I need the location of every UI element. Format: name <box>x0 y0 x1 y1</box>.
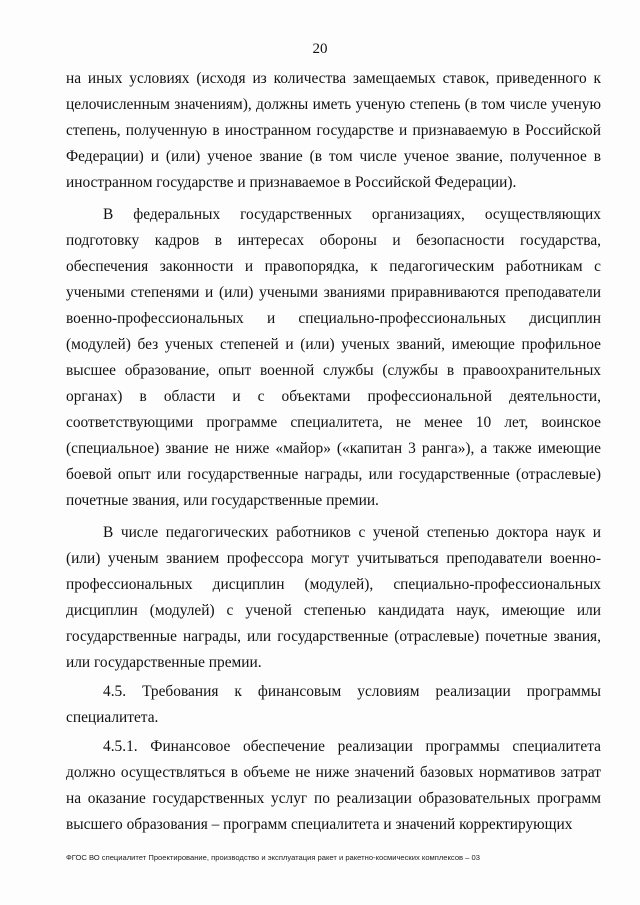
page-number: 20 <box>312 41 328 57</box>
section-heading-4-5: 4.5. Требования к финансовым условиям реализации программы специалитета. <box>66 683 601 726</box>
paragraph-doctor-of-sciences: В числе педагогических работников с ученой степенью доктора наук и (или) ученым званием профессора могут учитываться преподаватели военно-профессиональных дисциплин (модулей), специально-профессиональных дисциплин (модулей) с ученой степенью кандидата наук, имеющие или государственные награды, или государственные (отраслевые) почетные звания, или государственные премии. <box>66 524 601 671</box>
paragraph-continuation: на иных условиях (исходя из количества замещаемых ставок, приведенного к целочисленным значениям), должны иметь ученую степень (в том числе ученую степень, полученную в иностранном государстве и признаваемую в Российской Федерации) и (или) ученое звание (в том числе ученое звание, полученное в иностранном государстве и признаваемое в Российской Федерации). <box>66 70 601 191</box>
paragraph-4-5-1: 4.5.1. Финансовое обеспечение реализации программы специалитета должно осуществляться в объеме не ниже значений базовых нормативов затрат на оказание государственных услуг по реализации образовательных программ высшего образования – программ специалитета и значений корректирующих <box>66 738 601 833</box>
document-body <box>66 66 601 838</box>
page-footer: ФГОС ВО специалитет Проектирование, производство и эксплуатация ракет и ракетно-космических комплексов – 03 <box>66 853 480 862</box>
paragraph-federal-organizations: В федеральных государственных организациях, осуществляющих подготовку кадров в интересах обороны и безопасности государства, обеспечения законности и правопорядка, к педагогическим работникам с учеными степенями и (или) учеными званиями приравниваются преподаватели военно-профессиональных и специально-профессиональных дисциплин (модулей) без ученых степеней и (или) ученых званий, имеющие профильное высшее образование, опыт военной службы (службы в правоохранительных органах) в области и с объектами профессиональной деятельности, соответствующими программе специалитета, не менее 10 лет, воинское (специальное) звание не ниже «майор» («капитан 3 ранга»), а также имеющие боевой опыт или государственные награды, или государственные (отраслевые) почетные звания, или государственные премии. <box>66 206 601 509</box>
